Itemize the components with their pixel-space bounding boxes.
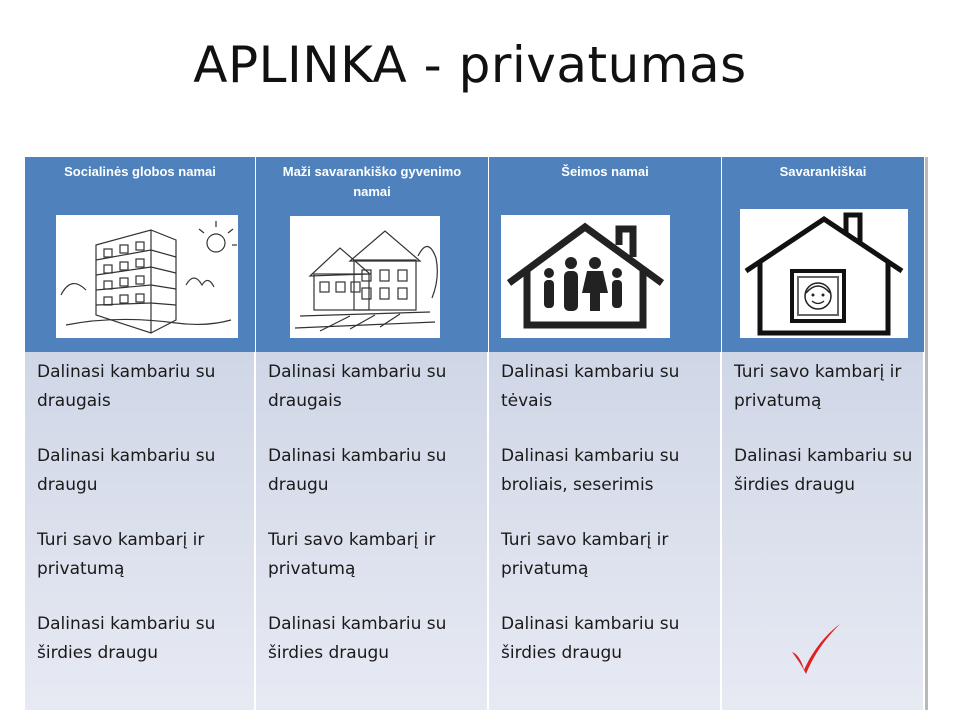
list-item: Turi savo kambarį ir privatumą	[501, 530, 669, 579]
list-item: Turi savo kambarį ir privatumą	[268, 530, 436, 579]
list-item: Dalinasi kambariu su širdies draugu	[501, 614, 680, 663]
small-house-icon	[290, 216, 440, 338]
column-header-label: Socialinės globos namai	[64, 164, 216, 179]
list-item: Dalinasi kambariu su draugu	[37, 446, 216, 495]
column-header-family-home	[489, 157, 722, 352]
column-header-label: Savarankiškai	[779, 164, 867, 179]
column-header-small-homes	[256, 157, 489, 352]
checkmark-icon	[788, 622, 844, 686]
column-body-family-home	[489, 352, 722, 710]
comparison-table	[25, 157, 925, 710]
list-item: Turi savo kambarį ir privatumą	[734, 362, 902, 411]
list-item: Dalinasi kambariu su širdies draugu	[37, 614, 216, 663]
apartment-building-icon	[56, 215, 238, 338]
list-item: Dalinasi kambariu su draugais	[268, 362, 447, 411]
list-item: Dalinasi kambariu su draugu	[268, 446, 447, 495]
table-shadow	[925, 157, 928, 710]
list-item: Dalinasi kambariu su draugais	[37, 362, 216, 411]
column-header-independent	[722, 157, 925, 352]
list-item: Dalinasi kambariu su tėvais	[501, 362, 680, 411]
page-title: APLINKA - privatumas	[193, 36, 747, 94]
column-header-label: Maži savarankiško gyvenimo namai	[282, 164, 462, 199]
column-body-independent	[722, 352, 925, 710]
list-item: Dalinasi kambariu su širdies draugu	[268, 614, 447, 663]
list-item: Dalinasi kambariu su širdies draugu	[734, 446, 913, 495]
list-item: Turi savo kambarį ir privatumą	[37, 530, 205, 579]
family-house-icon	[501, 215, 670, 338]
column-body-social-care	[25, 352, 256, 710]
list-item: Dalinasi kambariu su broliais, seserimis	[501, 446, 680, 495]
house-with-face-icon	[740, 209, 908, 338]
column-header-social-care	[25, 157, 256, 352]
column-body-small-homes	[256, 352, 489, 710]
column-header-label: Šeimos namai	[561, 164, 649, 179]
